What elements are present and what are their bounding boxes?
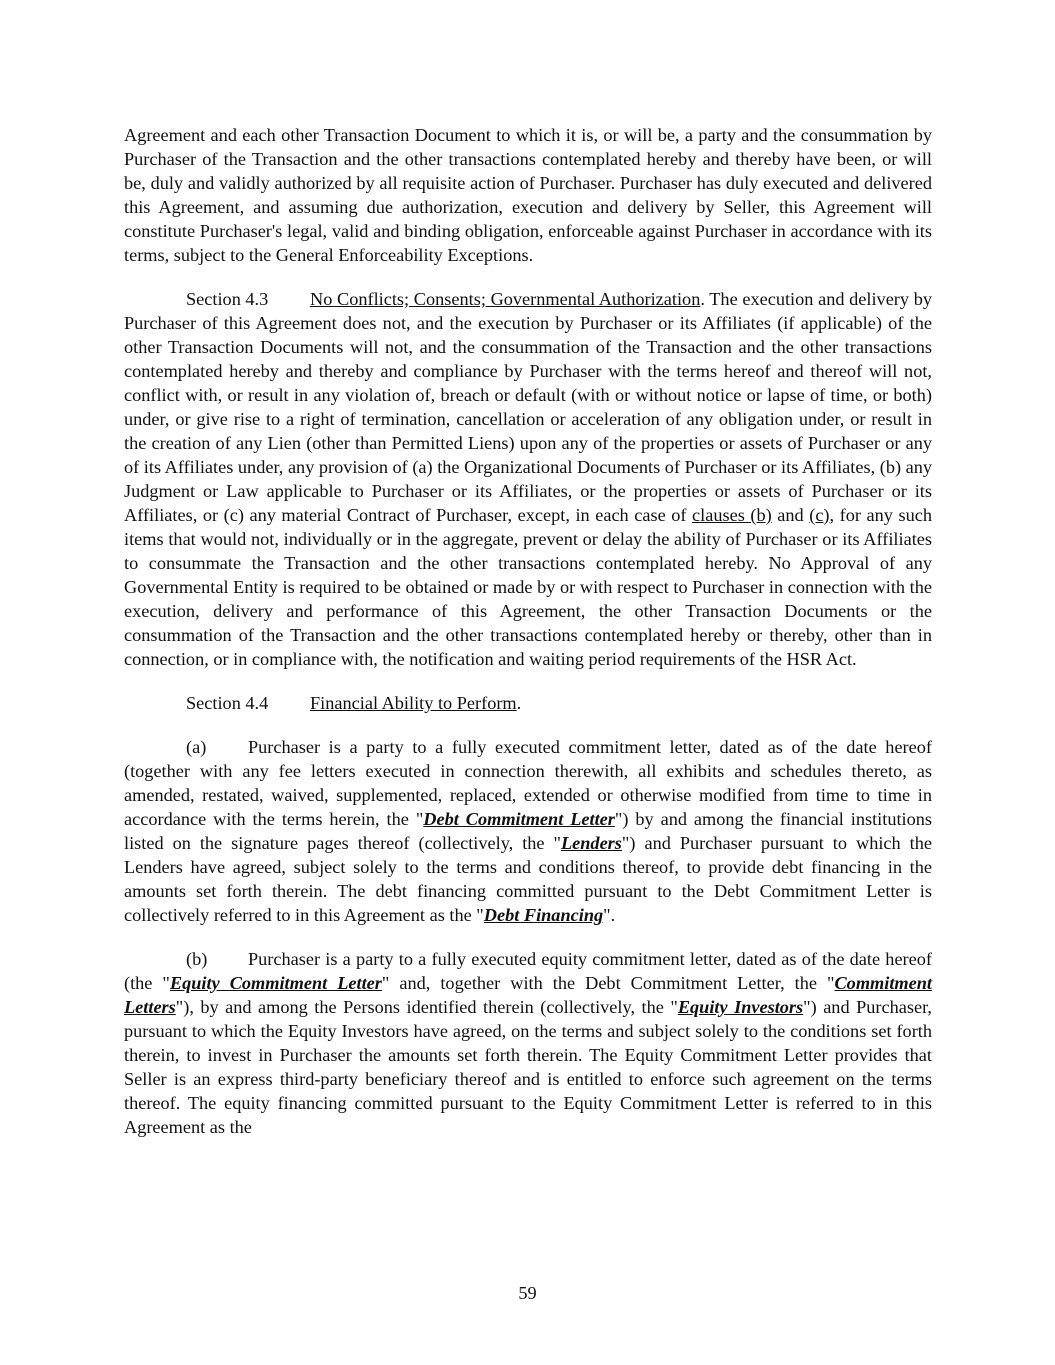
section-4-4 <box>124 691 932 715</box>
paragraph-gap <box>124 267 932 287</box>
subsection-a <box>124 735 932 927</box>
subsection-text: ") by and among the financial institutions listed on the signature pages thereof (collectively, the " <box>124 809 933 853</box>
defined-term: Equity Commitment Letter <box>169 973 382 993</box>
paragraph-gap <box>124 671 932 691</box>
subsection-b <box>124 947 932 1139</box>
clause-reference-b: clauses (b) <box>692 505 772 525</box>
subsection-text: Purchaser is a party to a fully executed equity commitment letter, dated as of the date hereof (the " <box>124 949 932 993</box>
section-number: Section 4.3 <box>186 289 269 309</box>
paragraph-gap <box>124 927 932 947</box>
defined-term: Debt Commitment Letter <box>423 809 615 829</box>
paragraph-gap <box>124 715 932 735</box>
subsection-text: ") and Purchaser pursuant to which the Lenders have agreed, subject solely to the terms and conditions thereof, to provide debt financing in the amounts set forth therein. The debt financing committed pursuant to the Debt Commitment Letter is collectively referred to in this Agreement as the " <box>124 833 932 925</box>
defined-term: Debt Financing <box>483 905 604 925</box>
section-text: , for any such items that would not, individually or in the aggregate, prevent or delay the ability of Purchaser or its Affiliates to consummate the Transaction and the other transactions contemplated hereby. No Approval of any Governmental Entity is required to be obtained or made by or with respect to Purchaser in connection with the execution, delivery and performance of this Agreement, the other Transaction Documents or the consummation of the Transaction and the other transactions contemplated hereby or thereby, other than in connection, or in compliance with, the notification and waiting period requirements of the HSR Act. <box>124 505 932 669</box>
paragraph-authorization <box>124 123 932 267</box>
document-page <box>124 123 932 1139</box>
subsection-text: " and, together with the Debt Commitment Letter, the " <box>381 973 835 993</box>
subsection-text: Purchaser is a party to a fully executed commitment letter, dated as of the date hereof (together with any fee letters executed in connection therewith, all exhibits and schedules thereto, as amended, restated, waived, supplemented, replaced, extended or otherwise modified from time to time in accordance with the terms herein, the " <box>124 737 932 829</box>
paragraph-text: Agreement and each other Transaction Document to which it is, or will be, a party and the consummation by Purchaser of the Transaction and the other transactions contemplated hereby and thereby have been, or will be, duly and validly authorized by all requisite action of Purchaser. Purchaser has duly executed and delivered this Agreement, and assuming due authorization, execution and delivery by Seller, this Agreement will constitute Purchaser's legal, valid and binding obligation, enforceable against Purchaser in accordance with its terms, subject to the General Enforceability Exceptions. <box>124 125 932 265</box>
section-heading: Financial Ability to Perform <box>310 693 517 713</box>
subsection-text: ") and Purchaser, pursuant to which the Equity Investors have agreed, on the terms and subject solely to the conditions set forth therein, to invest in Purchaser the amounts set forth therein. The Equity Commitment Letter provides that Seller is an express third-party beneficiary thereof and is entitled to enforce such agreement on the terms thereof. The equity financing committed pursuant to the Equity Commitment Letter is referred to in this Agreement as the <box>124 997 932 1137</box>
section-number: Section 4.4 <box>186 693 269 713</box>
defined-term: Equity Investors <box>677 997 804 1017</box>
heading-period: . <box>700 289 705 309</box>
section-text: and <box>771 505 810 525</box>
subsection-label: (a) <box>186 737 207 757</box>
section-heading: No Conflicts; Consents; Governmental Authorization <box>310 289 701 309</box>
section-4-3 <box>124 287 932 671</box>
subsection-label: (b) <box>186 949 208 969</box>
defined-term: Lenders <box>560 833 622 853</box>
clause-reference-c: (c) <box>809 505 830 525</box>
subsection-text: "), by and among the Persons identified therein (collectively, the " <box>175 997 678 1017</box>
defined-term: Commitment Letters <box>124 973 932 1017</box>
subsection-text: ". <box>603 905 616 925</box>
page-number: 59 <box>518 1283 537 1303</box>
section-text: The execution and delivery by Purchaser of this Agreement does not, and the execution by Purchaser or its Affiliates (if applicable) of the other Transaction Documents will not, and the consummation of the Transaction and the other transactions contemplated hereby and thereby and compliance by Purchaser with the terms hereof and thereof will not, conflict with, or result in any violation of, breach or default (with or without notice or lapse of time, or both) under, or give rise to a right of termination, cancellation or acceleration of any obligation under, or result in the creation of any Lien (other than Permitted Liens) upon any of the properties or assets of Purchaser or any of its Affiliates under, any provision of (a) the Organizational Documents of Purchaser or its Affiliates, (b) any Judgment or Law applicable to Purchaser or its Affiliates, or the properties or assets of Purchaser or its Affiliates, or (c) any material Contract of Purchaser, except, in each case of <box>124 289 933 525</box>
heading-period: . <box>516 693 522 713</box>
